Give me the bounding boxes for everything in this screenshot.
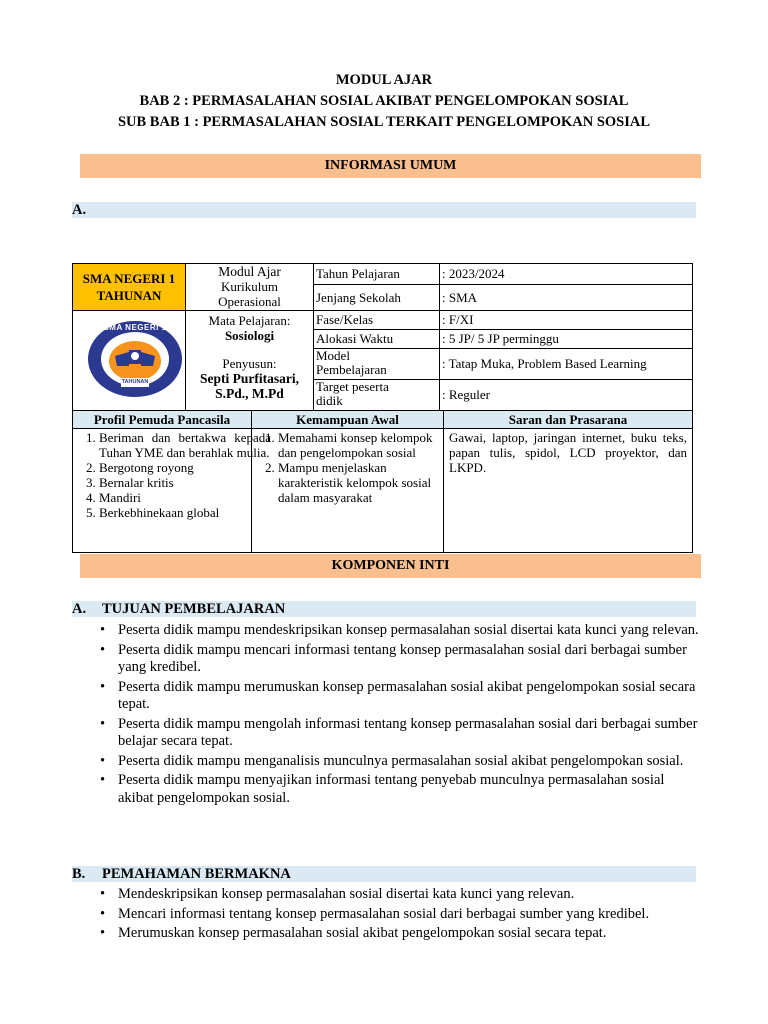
penyusun-label: Penyusun: — [222, 356, 277, 371]
list-item: • Peserta didik mampu mengolah informasi tentang konsep permasalahan sosial dari berbagai sumber belajar secara tepat. — [100, 715, 698, 749]
model-label: Model Pembelajaran — [316, 348, 387, 377]
jenjang-label: Jenjang Sekolah — [316, 290, 401, 305]
fase-value: : F/XI — [442, 312, 474, 327]
list-item: • Peserta didik mampu menganalisis munculnya permasalahan sosial akibat pengelompokan sosial. — [100, 752, 684, 769]
fase-label: Fase/Kelas — [316, 312, 374, 327]
jenjang-value: : SMA — [442, 290, 478, 305]
list-item: 2. Bergotong royong — [99, 460, 271, 475]
list-item: 1. Beriman dan bertakwa kepada Tuhan YME dan berahlak mulia. — [99, 430, 271, 460]
list-item: • Peserta didik mampu mendeskripsikan konsep permasalahan sosial disertai kata kunci yang relevan. — [100, 622, 699, 638]
info-table — [72, 263, 693, 553]
modul-cell — [186, 264, 313, 310]
mapel-penyusun-cell — [186, 311, 313, 410]
tujuan-letter: A. — [72, 601, 87, 617]
document-title: MODUL AJAR — [335, 72, 433, 88]
komponen-inti-heading: KOMPONEN INTI — [80, 554, 701, 578]
pemahaman-letter: B. — [72, 866, 86, 882]
mapel-label: Mata Pelajaran: — [208, 313, 291, 328]
logo-text-top: SMA NEGERI 1 — [103, 323, 167, 332]
logo-text-bottom: TAHUNAN — [121, 379, 149, 385]
pemahaman-band — [72, 866, 696, 882]
tahun-value: : 2023/2024 — [442, 266, 505, 281]
section-a-band — [72, 202, 696, 218]
list-item: 2. Mampu menjelaskan karakteristik kelompok sosial dalam masyarakat — [278, 460, 438, 505]
profil-list — [73, 430, 271, 520]
alokasi-value: : 5 JP/ 5 JP perminggu — [442, 331, 559, 346]
header-profil: Profil Pemuda Pancasila — [93, 412, 231, 427]
list-item: 5. Berkebhinekaan global — [99, 505, 271, 520]
tujuan-list — [96, 622, 700, 809]
list-item: 3. Bernalar kritis — [99, 475, 271, 490]
list-item: 4. Mandiri — [99, 490, 271, 505]
mapel-value: Sosiologi — [224, 328, 275, 343]
alokasi-label: Alokasi Waktu — [316, 331, 394, 346]
target-label: Target peserta didik — [316, 379, 389, 408]
modul-subtitle: Kurikulum Operasional — [218, 279, 281, 309]
list-item: • Peserta didik mampu merumuskan konsep permasalahan sosial akibat pengelompokan sosial secara tepat. — [100, 678, 696, 712]
list-item: • Mencari informasi tentang konsep permasalahan sosial dari berbagai sumber yang kredibel. — [100, 905, 650, 922]
section-a-letter: A. — [72, 202, 87, 218]
kemampuan-list — [252, 430, 438, 505]
bab-title: BAB 2 : PERMASALAHAN SOSIAL AKIBAT PENGELOMPOKAN SOSIAL — [139, 93, 629, 109]
pemahaman-title: PEMAHAMAN BERMAKNA — [102, 866, 291, 882]
school-name: SMA NEGERI 1 TAHUNAN — [82, 271, 176, 303]
school-name-cell — [73, 264, 185, 310]
model-value: : Tatap Muka, Problem Based Learning — [442, 356, 647, 371]
tujuan-title: TUJUAN PEMBELAJARAN — [102, 601, 286, 617]
document-header — [0, 70, 768, 133]
list-item: • Peserta didik mampu mencari informasi tentang konsep permasalahan sosial dari berbagai sumber yang kredibel. — [100, 641, 687, 675]
tujuan-band — [72, 601, 696, 617]
list-item: • Merumuskan konsep permasalahan sosial akibat pengelompokan sosial secara tepat. — [100, 925, 607, 941]
pemahaman-list — [96, 886, 700, 945]
sarana-text: Gawai, laptop, jaringan internet, buku teks, papan tulis, spidol, LCD proyektor, dan LKPD. — [449, 430, 687, 475]
modul-title: Modul Ajar — [218, 264, 281, 279]
list-item: 1. Memahami konsep kelompok dan pengelompokan sosial — [278, 430, 438, 460]
sub-bab-title: SUB BAB 1 : PERMASALAHAN SOSIAL TERKAIT PENGELOMPOKAN SOSIAL — [117, 114, 651, 130]
school-logo — [85, 318, 185, 405]
tahun-label: Tahun Pelajaran — [316, 266, 400, 281]
header-sarana: Saran dan Prasarana — [508, 412, 628, 427]
header-kemampuan: Kemampuan Awal — [296, 412, 399, 427]
target-value: : Reguler — [442, 387, 491, 402]
list-item: • Peserta didik mampu menyajikan informasi tentang penyebab munculnya permasalahan sosial akibat pengelompokan sosial. — [100, 772, 665, 806]
informasi-umum-heading: INFORMASI UMUM — [80, 154, 701, 178]
penyusun-value: Septi Purfitasari, S.Pd., M.Pd — [200, 371, 299, 401]
list-item: • Mendeskripsikan konsep permasalahan sosial disertai kata kunci yang relevan. — [100, 886, 575, 902]
